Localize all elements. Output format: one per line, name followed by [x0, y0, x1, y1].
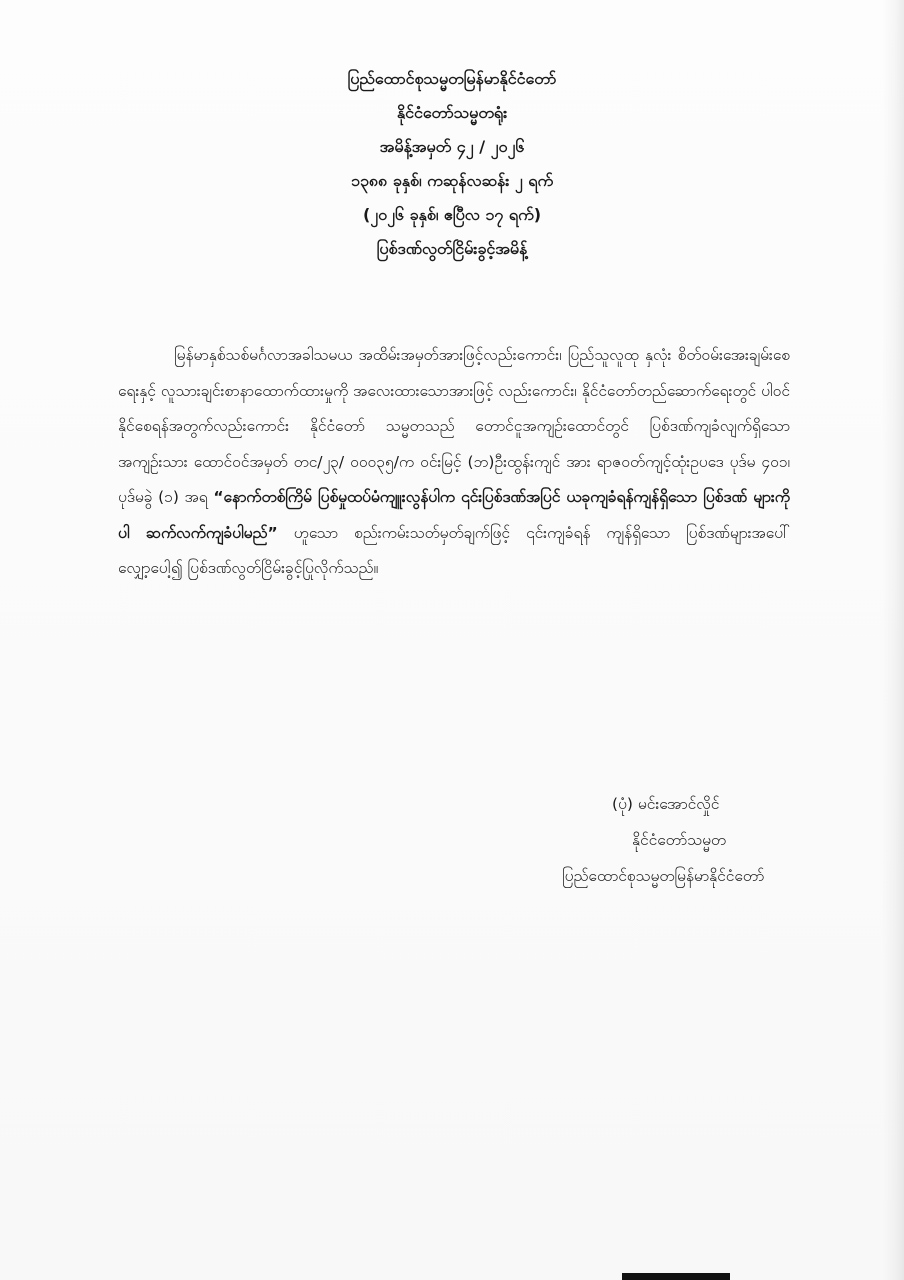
body-text-after-quote: ဟူသော စည်းကမ်းသတ်မှတ်ချက်ဖြင့် ၎င်းကျခံရန် ကျန်ရှိသော ပြစ်ဒဏ်များအပေါ် လျှော့ပေါ့၍ ပြစ်ဒဏ်လွတ်ငြိမ်းခွင့်ပြုလိုက်သည်။: [118, 523, 790, 577]
country-name-heading: ပြည်ထောင်စုသမ္မတမြန်မာနိုင်ငံတော်: [347, 69, 557, 88]
condition-quote: “နောက်တစ်ကြိမ် ပြစ်မှုထပ်မံကျူးလွန်ပါက ၎င်းပြစ်ဒဏ်အပြင် ယခုကျခံရန်ကျန်ရှိသော ပြစ်ဒဏ် များကိုပါ ဆက်လက်ကျခံပါမည်”: [118, 488, 790, 542]
signature-block: [500, 786, 880, 894]
order-body-paragraph: [118, 338, 790, 587]
signatory-title: နိုင်ငံတော်သမ္မတ: [632, 831, 727, 849]
order-number: အမိန့်အမှတ် ၄၂ / ၂၀၂၆: [379, 137, 525, 156]
body-text-before-quote: မြန်မာနှစ်သစ်မင်္ဂလာအခါသမယ အထိမ်းအမှတ်အားဖြင့်လည်းကောင်း၊ ပြည်သူလူထု နှလုံး စိတ်ဝမ်းအေးချမ်းစေရေးနှင့် လူသားချင်းစာနာထောက်ထားမှုကို အလေးထားသောအားဖြင့် လည်းကောင်း၊ နိုင်ငံတော်တည်ဆောက်ရေးတွင် ပါဝင်နိုင်စေရန်အတွက်လည်းကောင်း နိုင်ငံတော် သမ္မတသည် တောင်ငူအကျဉ်းထောင်တွင် ပြစ်ဒဏ်ကျခံလျက်ရှိသော အကျဉ်းသား ထောင်ဝင်အမှတ် တင/၂၃/ ၀၀၀၃၅/က ဝင်းမြင့် (ဘ)ဦးထွန်းကျင် အား ရာဇဝတ်ကျင့်ထုံးဥပဒေ ပုဒ်မ ၄၀၁၊ ပုဒ်မခွဲ (၁) အရ: [118, 346, 790, 506]
order-title: ပြစ်ဒဏ်လွတ်ငြိမ်းခွင့်အမိန့်: [376, 239, 528, 258]
bottom-black-bar: [622, 1273, 730, 1280]
signatory-country: ပြည်ထောင်စုသမ္မတမြန်မာနိုင်ငံတော်: [562, 867, 765, 885]
order-header: [0, 62, 904, 266]
office-heading: နိုင်ငံတော်သမ္မတရုံး: [396, 103, 508, 122]
signatory-name: (ပုံ) မင်းအောင်လှိုင်: [612, 795, 720, 813]
myanmar-date: ၁၃၈၈ ခုနှစ်၊ ကဆုန်လဆန်း ၂ ရက်: [350, 171, 554, 190]
gregorian-date: (၂၀၂၆ ခုနှစ်၊ ဧပြီလ ၁၇ ရက်): [362, 205, 542, 224]
